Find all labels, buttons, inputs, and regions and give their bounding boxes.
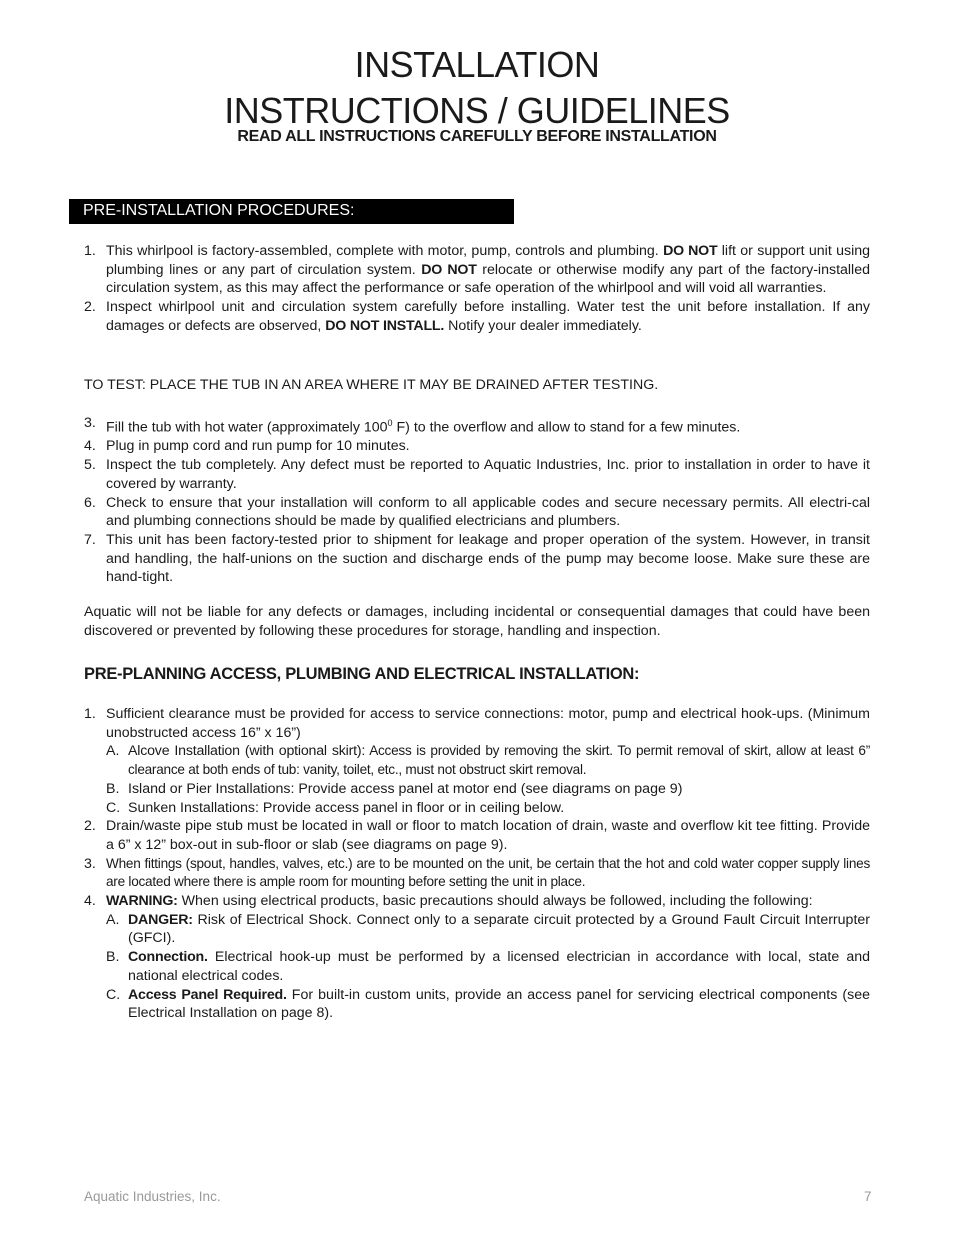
section1-list-b	[84, 414, 870, 587]
footer-company: Aquatic Industries, Inc.	[84, 1189, 221, 1204]
sub-list-item: B. Island or Pier Installations: Provide access panel at motor end (see diagrams on page 9)	[106, 780, 683, 797]
section2-list	[84, 705, 870, 1023]
sub-list-item: A. Alcove Installation (with optional skirt): Access is provided by removing the skirt. To permit removal of skirt, allow at least 6” clearance at both ends of tub: vanity, toilet, etc., must not obstruct skirt removal.	[106, 743, 871, 778]
section1-list-a	[84, 242, 870, 336]
section-heading-bar	[69, 199, 514, 224]
sub-list-item: C. Access Panel Required. For built-in custom units, provide an access panel for servicing electrical components (see Electrical Installation on page 8).	[106, 986, 871, 1022]
title-line-1: INSTALLATION	[354, 44, 600, 85]
list-item: 6. Check to ensure that your installation will conform to all applicable codes and secure necessary permits. All electri-cal and plumbing connections should be made by qualified electricians and plumbers.	[84, 494, 870, 530]
list-item: 1. Sufficient clearance must be provided for access to service connections: motor, pump and electrical hook-ups. (Minimum unobstructed access 16” x 16”) A. Alcove Installation (with optional skirt): Access is provided by removing the skirt. To permit removal of skirt, allow at least 6” clearance at both ends of tub: vanity, toilet, etc., must not obstruct skirt removal. B. Island or Pier Installations: Provide access panel at motor end (see diagrams on page 9) C. Sunken Installations: Provide access panel in floor or in ceiling below.	[84, 706, 871, 816]
section2-heading: PRE-PLANNING ACCESS, PLUMBING AND ELECTRICAL INSTALLATION:	[84, 665, 640, 683]
sub-list-item: B. Connection. Electrical hook-up must be performed by a licensed electrician in accordance with local, state and national electrical codes.	[106, 949, 870, 984]
list-item: 3. When fittings (spout, handles, valves, etc.) are to be mounted on the unit, be certain that the hot and cold water copper supply lines are located where there is ample room for mounting before setting the unit in place.	[84, 855, 870, 890]
list-item: 5. Inspect the tub completely. Any defect must be reported to Aquatic Industries, Inc. prior to installation in order to have it covered by warranty.	[84, 457, 870, 492]
list-item: 7. This unit has been factory-tested prior to shipment for leakage and proper operation of the system. However, in transit and handling, the half-unions on the suction and discharge ends of the pump may become loose. Make sure these are hand-tight.	[84, 531, 870, 586]
title-line-2: INSTRUCTIONS / GUIDELINES	[224, 90, 730, 131]
list-item: 2. Drain/waste pipe stub must be located in wall or floor to match location of drain, waste and overflow kit tee fitting. Provide a 6” x 12” box-out in sub-floor or slab (see diagrams on page 9).	[84, 818, 870, 853]
sub-list-item: A. DANGER: Risk of Electrical Shock. Connect only to a separate circuit protected by a Ground Fault Circuit Interrupter (GFCI).	[106, 911, 870, 947]
section1-heading: PRE-INSTALLATION PROCEDURES:	[83, 202, 355, 219]
page-subtitle: READ ALL INSTRUCTIONS CAREFULLY BEFORE INSTALLATION	[237, 128, 717, 145]
list-item: 2. Inspect whirlpool unit and circulation system carefully before installing. Water test the unit before installation. If any damages or defects are observed, DO NOT INSTALL. Notify your dealer immediately.	[84, 299, 870, 334]
list-item: 4. WARNING: When using electrical products, basic precautions should always be followed, including the following: A. DANGER: Risk of Electrical Shock. Connect only to a separate circuit protected by a Ground Fault Circuit Interrupter (GFCI). B. Connection. Electrical hook-up must be performed by a licensed electrician in accordance with local, state and national electrical codes. C. Access Panel Required. For built-in custom units, provide an access panel for servicing electrical components (see Electrical Installation on page 8).	[84, 893, 871, 1022]
sub-list-item: C. Sunken Installations: Provide access panel in floor or in ceiling below.	[106, 799, 565, 816]
disclaimer-paragraph: Aquatic will not be liable for any defects or damages, including incidental or consequential damages that could have been discovered or prevented by following these procedures for storage, handling and inspection.	[84, 604, 870, 639]
list-item: 3. Fill the tub with hot water (approximately $100^0$ F) to the overflow and allow to stand for a few minutes.	[84, 415, 741, 436]
list-item: 1. This whirlpool is factory-assembled, complete with motor, pump, controls and plumbing. DO NOT lift or support unit using plumbing lines or any part of circulation system. DO NOT relocate or otherwise modify any part of the factory-installed circulation system, as this may affect the performance or safe operation of the whirlpool and will void all warranties.	[84, 243, 871, 297]
page-title	[0, 42, 954, 134]
to-test-note: TO TEST: PLACE THE TUB IN AN AREA WHERE IT MAY BE DRAINED AFTER TESTING.	[84, 377, 659, 393]
footer-page-number: 7	[864, 1189, 872, 1204]
list-item: 4. Plug in pump cord and run pump for 10 minutes.	[84, 438, 410, 455]
